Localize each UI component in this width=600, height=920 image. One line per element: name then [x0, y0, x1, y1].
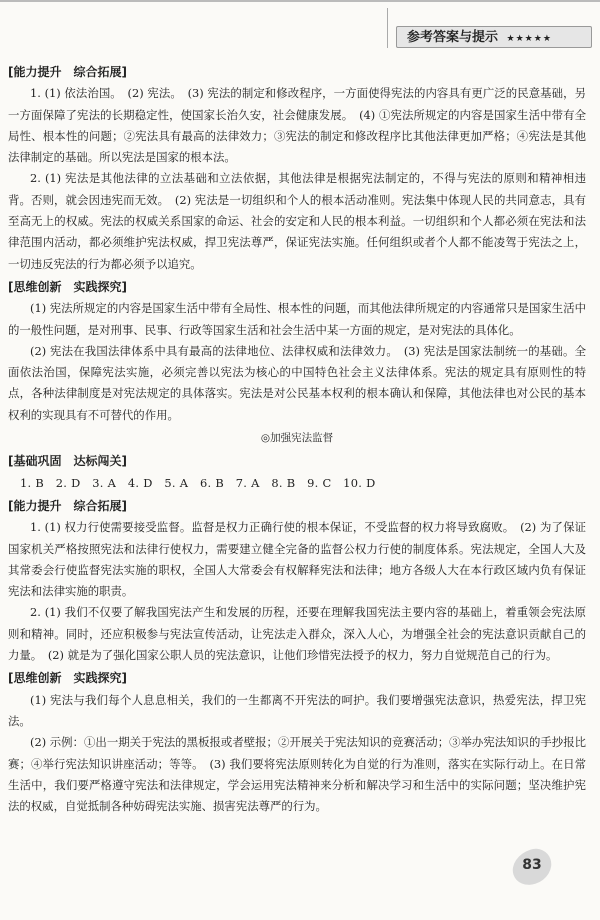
section-heading: [能力提升 综合拓展] [8, 498, 127, 513]
section-heading: [思维创新 实践探究] [8, 671, 127, 686]
page-header [0, 0, 600, 52]
paragraph: 1. (1) 依法治国。 (2) 宪法。 (3) 宪法的制定和修改程序，一方面使得宪法的内容具有更广泛的民意基础，另一方面保障了宪法的长期稳定性，使国家长治久安，社会健康发展。 (4) ①宪法所规定的内容是国家生活中带有全局性、根本性的问题；②宪法具有最高的法律效力；③宪法的制定和修改程序比其他法律更加严格；④宪法是其他法律制定的基础。所以宪法是国家的根本法。 [8, 86, 586, 165]
answer-content [8, 60, 586, 817]
paragraph: (1) 宪法所规定的内容是国家生活中带有全局性、根本性的问题，而其他法律所规定的内容通常只是国家生活中的一般性问题，是对刑事、民事、行政等国家生活和社会生活中某一方面的规定，是对宪法的具体化。 [8, 301, 586, 337]
rating-stars-icon: ★★★★★ [506, 34, 552, 44]
header-rule [0, 0, 600, 2]
section-heading: [基础巩固 达标闯关] [8, 454, 127, 469]
page-number: 83 [522, 857, 542, 873]
header-divider [387, 8, 388, 48]
header-title-box [396, 26, 592, 48]
choice-answers: 1. B 2. D 3. A 4. D 5. A 6. B 7. A 8. B 9. C 10. D [20, 475, 376, 490]
paragraph: (2) 宪法在我国法律体系中具有最高的法律地位、法律权威和法律效力。 (3) 宪法是国家法制统一的基础。全面依法治国，保障宪法实施，必须完善以宪法为核心的中国特色社会主义法律体系。宪法的规定具有原则性的特点，各种法律制度是对宪法规定的具体落实。宪法是对公民基本权利的根本确认和保障，其他法律也对公民的基本权利的实现具有不可替代的作用。 [8, 343, 586, 422]
paragraph: (1) 宪法与我们每个人息息相关，我们的一生都离不开宪法的呵护。我们要增强宪法意识，热爱宪法，捍卫宪法。 [8, 692, 586, 728]
paragraph: 2. (1) 宪法是其他法律的立法基础和立法依据，其他法律是根据宪法制定的，不得与宪法的原则和精神相违背。否则，就会因违宪而无效。 (2) 宪法是一切组织和个人的根本活动准则。宪法集中体现人民的共同意志，具有至高无上的权威。宪法的权威关系国家的命运、社会的安定和人民的根本利益。一切组织和个人都必须在宪法和法律范围内活动，都必须维护宪法权威，捍卫宪法尊严，保证宪法实施。任何组织或者个人都不能凌驾于宪法之上，一切违反宪法的行为都必须予以追究。 [8, 171, 586, 271]
section-heading: [能力提升 综合拓展] [8, 65, 127, 79]
page-number-badge [512, 850, 552, 884]
header-title: 参考答案与提示 [407, 30, 499, 45]
paragraph: 1. (1) 权力行使需要接受监督。监督是权力正确行使的根本保证，不受监督的权力将导致腐败。 (2) 为了保证国家机关严格按照宪法和法律行使权力，需要建立健全完备的监督公权力行使的制度体系。宪法规定，全国人大及其常委会行使监督宪法实施的职权，全国人大常委会有权解释宪法和法律；地方各级人大在本行政区域内负有保证宪法和法律实施的职责。 [8, 520, 586, 599]
paragraph: (2) 示例：①出一期关于宪法的黑板报或者壁报；②开展关于宪法知识的竞赛活动；③举办宪法知识的手抄报比赛；④举行宪法知识讲座活动；等等。 (3) 我们要将宪法原则转化为自觉的行为准则，落实在实际行动上。在日常生活中，我们要严格遵守宪法和法律规定，学会运用宪法精神来分析和解决学习和生活中的实际问题；坚决维护宪法的权威，自觉抵制各种妨碍宪法实施、损害宪法尊严的行为。 [8, 735, 586, 814]
paragraph: 2. (1) 我们不仅要了解我国宪法产生和发展的历程，还要在理解我国宪法主要内容的基础上，着重领会宪法原则和精神。同时，还应积极参与宪法宣传活动，让宪法走入群众，深入人心，为增强全社会的宪法意识贡献自己的力量。 (2) 就是为了强化国家公职人员的宪法意识，让他们珍惜宪法授予的权力，努力自觉规范自己的行为。 [8, 605, 586, 663]
lesson-title: ◎加强宪法监督 [260, 432, 334, 445]
section-heading: [思维创新 实践探究] [8, 279, 127, 294]
